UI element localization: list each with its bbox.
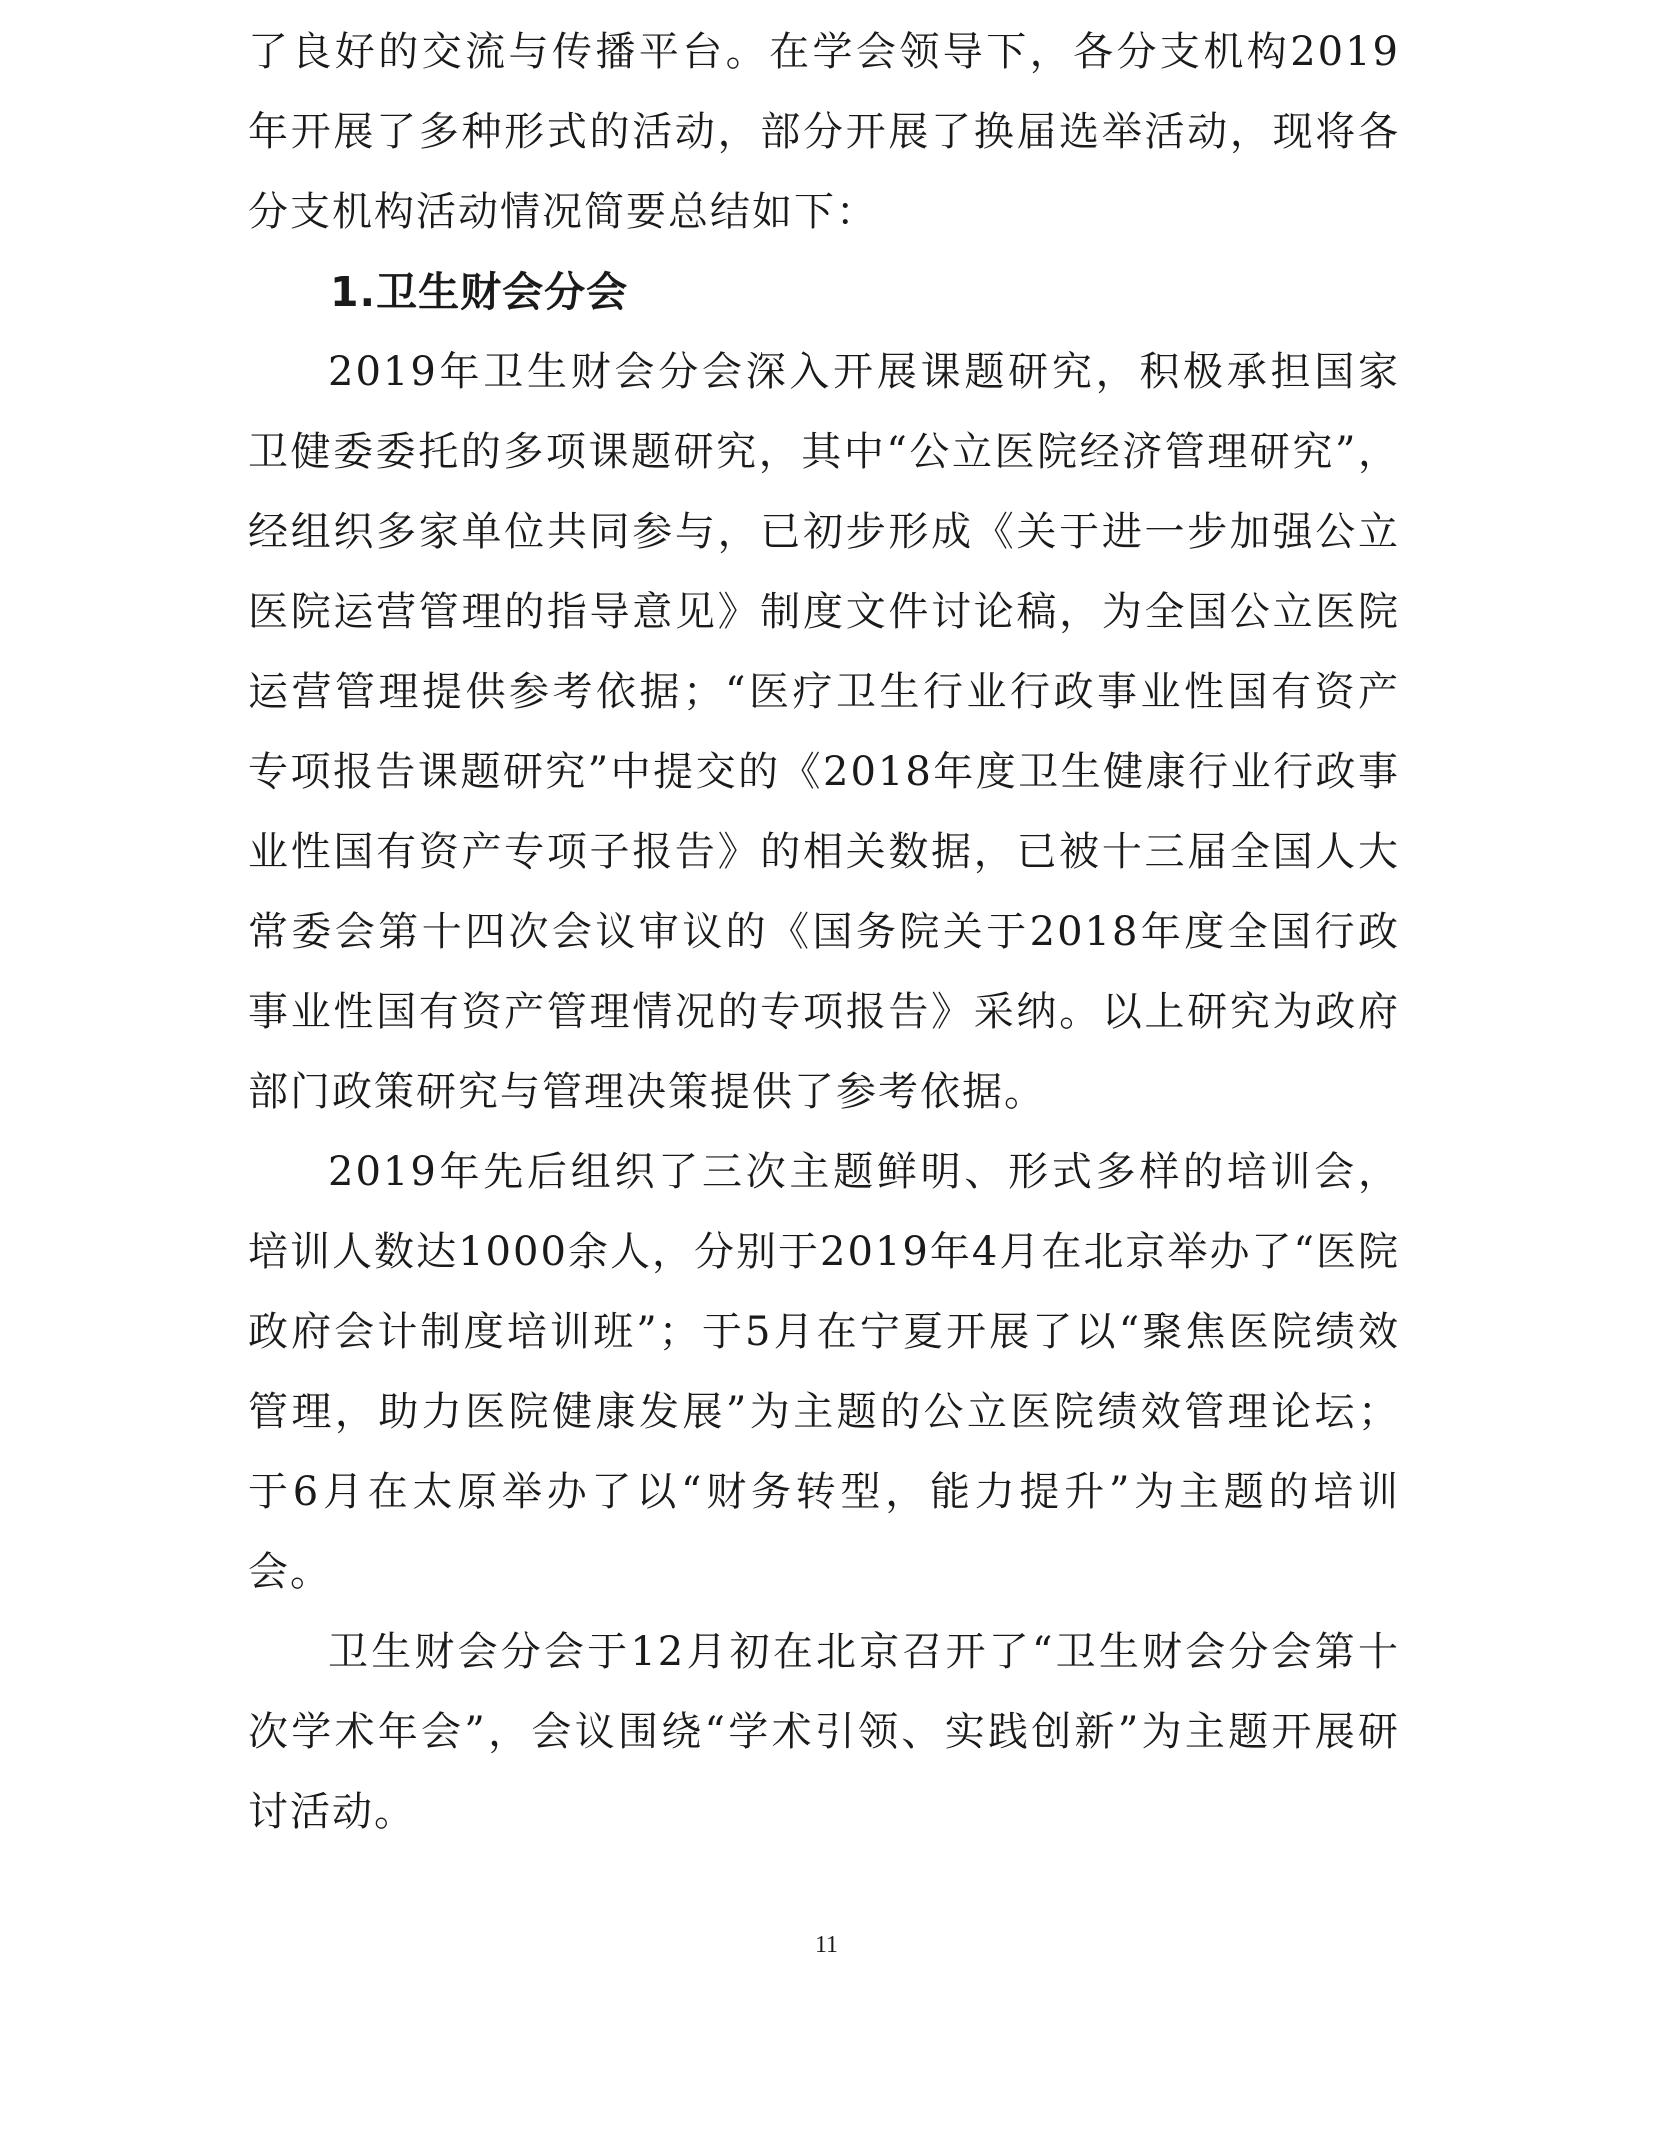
page-number: 11: [814, 1932, 839, 1958]
annual-meeting-paragraph: 卫生财会分会于12月初在北京召开了“卫生财会分会第十次学术年会”，会议围绕“学术引领、实践创新”为主题开展研讨活动。: [248, 1629, 1400, 1835]
research-paragraph: 2019年卫生财会分会深入开展课题研究，积极承担国家卫健委委托的多项课题研究，其中“公立医院经济管理研究”，经组织多家单位共同参与，已初步形成《关于进一步加强公立医院运营管理的指导意见》制度文件讨论稿，为全国公立医院运营管理提供参考依据；“医疗卫生行业行政事业性国有资产专项报告课题研究”中提交的《2018年度卫生健康行业行政事业性国有资产专项子报告》的相关数据，已被十三届全国人大常委会第十四次会议审议的《国务院关于2018年度全国行政事业性国有资产管理情况的专项报告》采纳。以上研究为政府部门政策研究与管理决策提供了参考依据。: [248, 349, 1400, 1115]
document-body: [248, 12, 1400, 1852]
training-paragraph: 2019年先后组织了三次主题鲜明、形式多样的培训会，培训人数达1000余人，分别于2019年4月在北京举办了“医院政府会计制度培训班”；于5月在宁夏开展了以“聚焦医院绩效管理，助力医院健康发展”为主题的公立医院绩效管理论坛；于6月在太原举办了以“财务转型，能力提升”为主题的培训会。: [248, 1149, 1400, 1595]
section-heading: 1.卫生财会分会: [330, 268, 629, 316]
intro-paragraph: 了良好的交流与传播平台。在学会领导下，各分支机构2019年开展了多种形式的活动，部分开展了换届选举活动，现将各分支机构活动情况简要总结如下：: [248, 29, 1400, 235]
